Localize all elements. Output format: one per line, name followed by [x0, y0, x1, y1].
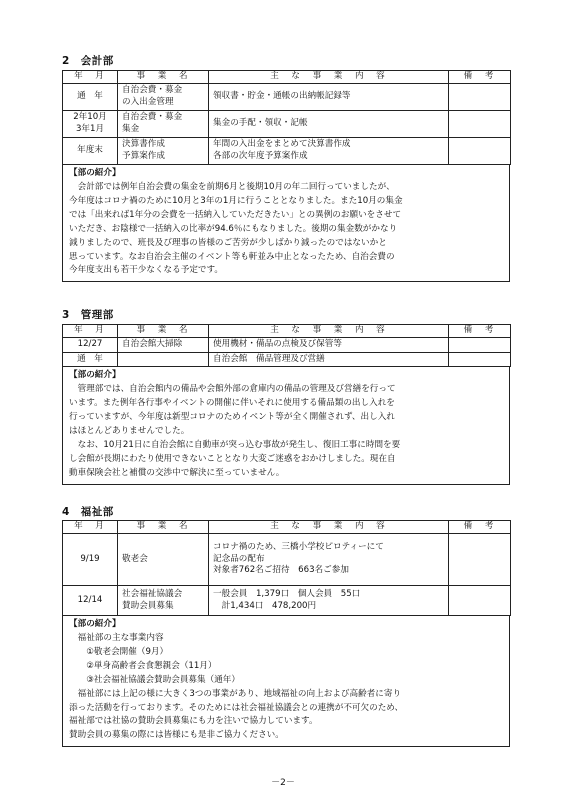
intro-line: ③社会福祉協議会賛助会員募集（通年）	[86, 674, 240, 685]
row-name: 社会福祉協議会 賛助会員募集	[118, 586, 209, 616]
management-table	[62, 324, 511, 367]
row-name: 自治会館大掃除	[118, 338, 209, 353]
page-number: －2－	[271, 778, 295, 788]
table-header-row	[63, 71, 511, 84]
row-note	[449, 138, 511, 165]
intro-line: います。また例年各行事やイベントの開催に伴いそれに使用する備品類の出し入れを	[69, 398, 395, 409]
table-header-row	[63, 521, 511, 534]
intro-heading: 【部の紹介】	[69, 168, 121, 178]
header-note: 備 考	[449, 71, 511, 84]
header-note: 備 考	[449, 325, 511, 338]
intro-line: 福祉部では社協の賛助会員募集にも力を注いで協力しています。	[69, 716, 318, 727]
row-date: 通 年	[63, 84, 118, 111]
intro-line: 福祉部には上記の様に大きく3つの事業があり、地域福祉の向上および高齢者に寄り	[77, 688, 402, 699]
accounting-intro	[62, 165, 510, 282]
intro-line: 管理部では、自治会館内の備品や会館外部の倉庫内の備品の管理及び営繕を行って	[77, 384, 396, 395]
intro-line: いただき、お陰様で一括納入の比率が94.6％にもなりました。後期の集金数がかなり	[69, 223, 398, 234]
section-title-management: 3 管理部	[62, 309, 114, 321]
table-row	[63, 352, 511, 367]
header-name: 事 業 名	[118, 521, 209, 534]
intro-line: 賛助会員の募集の際には皆様にも是非ご協力ください。	[69, 730, 284, 741]
row-content: 自治会館 備品管理及び営繕	[209, 352, 449, 367]
header-content: 主 な 事 業 内 容	[209, 325, 449, 338]
row-name: 自治会費・募金 集金	[118, 111, 209, 138]
header-date: 年 月	[63, 71, 118, 84]
row-date: 12/27	[63, 338, 118, 353]
intro-line: 添った活動を行っております。そのためには社会福祉協議会との連携が不可欠のため、	[69, 702, 404, 713]
row-name: 決算書作成 予算案作成	[118, 138, 209, 165]
row-content: 年間の入出金をまとめて決算書作成 各部の次年度予算案作成	[209, 138, 449, 165]
table-row	[63, 534, 511, 586]
header-content: 主 な 事 業 内 容	[209, 521, 449, 534]
intro-line: 今年度はコロナ禍のために10月と3年の1月に行うこととなりました。また10月の集金	[69, 195, 403, 206]
row-date: 12/14	[63, 586, 118, 616]
row-content: 一般会員 1,379口 個人会員 55口 計1,434口 478,200円	[209, 586, 449, 616]
row-date: 2年10月 3年1月	[63, 111, 118, 138]
row-note	[449, 84, 511, 111]
row-date: 年度末	[63, 138, 118, 165]
table-row	[63, 111, 511, 138]
intro-line: では「出来れば1年分の会費を一括納入していただきたい」との異例のお願いをさせて	[69, 209, 402, 220]
section-title-accounting: 2 会計部	[62, 55, 114, 67]
intro-line: し会館が長期にわたり使用できないこととなり大変ご迷惑をおかけしました。現在自	[69, 453, 396, 464]
row-note	[449, 111, 511, 138]
management-section	[62, 324, 510, 485]
header-date: 年 月	[63, 325, 118, 338]
row-date: 9/19	[63, 534, 118, 586]
header-date: 年 月	[63, 521, 118, 534]
row-note	[449, 586, 511, 616]
header-name: 事 業 名	[118, 71, 209, 84]
intro-heading: 【部の紹介】	[69, 370, 121, 381]
accounting-section	[62, 70, 510, 282]
table-row	[63, 84, 511, 111]
table-row	[63, 138, 511, 165]
welfare-intro	[62, 616, 510, 747]
table-header-row	[63, 325, 511, 338]
intro-line: ②単身高齢者会食懇親会（11月）	[86, 660, 217, 671]
section-title-welfare: 4 福祉部	[62, 506, 114, 518]
row-content: 使用機材・備品の点検及び保管等	[209, 338, 449, 353]
intro-line: 動車保険会社と補償の交渉中で解決に至っていません。	[69, 467, 285, 478]
row-name: 自治会費・募金 の入出金管理	[118, 84, 209, 111]
row-date: 通 年	[63, 352, 118, 367]
welfare-table	[62, 520, 511, 616]
row-content: コロナ禍のため、三橋小学校ピロティーにて 記念品の配布 対象者762名ご招待 663名ご参加	[209, 534, 449, 586]
row-note	[449, 352, 511, 367]
row-content: 領収書・貯金・通帳の出納帳記録等	[209, 84, 449, 111]
intro-line: なお、10月21日に自治会館に自動車が突っ込む事故が発生し、復旧工事に時間を要	[77, 439, 401, 450]
row-name	[118, 352, 209, 367]
row-content: 集金の手配・領収・記帳	[209, 111, 449, 138]
intro-line: 福祉部の主な事業内容	[77, 632, 164, 643]
intro-line: 今年度支出も若干少なくなる予定です。	[69, 265, 224, 276]
intro-line: 減りましたので、班長及び理事の皆様のご苦労が少しばかり減ったのではないかと	[69, 237, 387, 248]
intro-line: 行っていますが、今年度は新型コロナのためイベント等が全く開催されず、出し入れ	[69, 411, 395, 422]
intro-line: はほとんどありませんでした。	[69, 425, 190, 436]
header-note: 備 考	[449, 521, 511, 534]
management-intro	[62, 367, 510, 484]
intro-line: 会計部では例年自治会費の集金を前期6月と後期10月の年二回行っていましたが、	[77, 181, 395, 192]
intro-heading: 【部の紹介】	[69, 619, 121, 629]
row-note	[449, 338, 511, 353]
intro-line: 思っています。なお自治会主催のイベント等も軒並み中止となったため、自治会費の	[69, 251, 395, 262]
welfare-section	[62, 520, 510, 747]
header-content: 主 な 事 業 内 容	[209, 71, 449, 84]
header-name: 事 業 名	[118, 325, 209, 338]
accounting-table	[62, 70, 511, 165]
row-note	[449, 534, 511, 586]
table-row	[63, 586, 511, 616]
table-row	[63, 338, 511, 353]
row-name: 敬老会	[118, 534, 209, 586]
intro-line: ①敬老会開催（9月）	[86, 646, 169, 657]
